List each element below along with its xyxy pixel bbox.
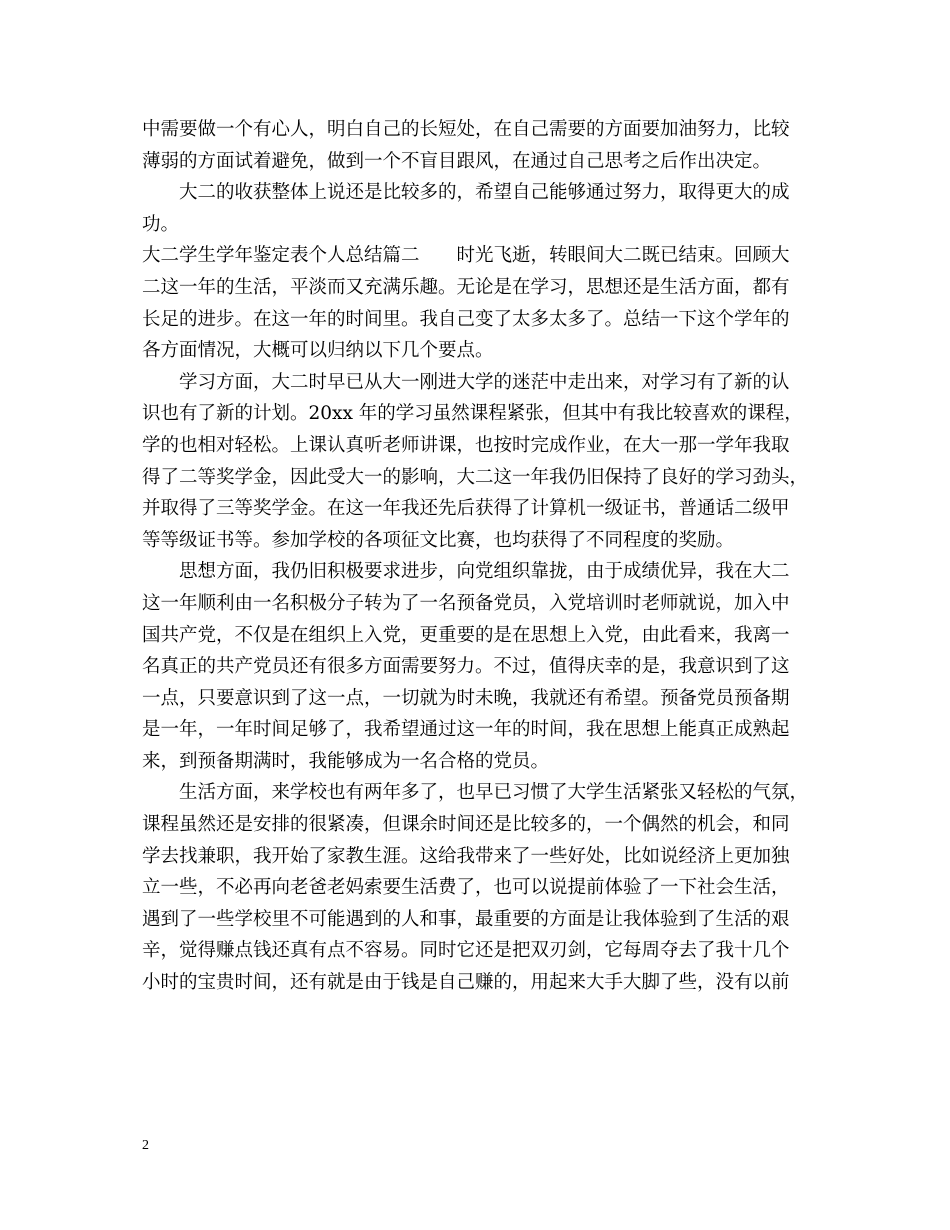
text-line: 名真正的共产党员还有很多方面需要努力。不过，值得庆幸的是，我意识到了这	[142, 656, 790, 678]
section-heading-line: 大二学生学年鉴定表个人总结篇二 时光飞逝，转眼间大二既已结束。回顾大	[142, 245, 790, 267]
text-line: 功。	[142, 213, 180, 235]
text-line: 等等级证书等。参加学校的各项征文比赛，也均获得了不同程度的奖励。	[142, 529, 735, 551]
text-line: 遇到了一些学校里不可能遇到的人和事，最重要的方面是让我体验到了生活的艰	[142, 908, 790, 930]
text-line: 一点，只要意识到了这一点，一切就为时未晚，我就还有希望。预备党员预备期	[142, 687, 790, 709]
text-line: 来，到预备期满时，我能够成为一名合格的党员。	[142, 750, 550, 772]
text-line: 并取得了三等奖学金。在这一年我还先后获得了计算机一级证书，普通话二级甲	[142, 498, 790, 520]
text-line: 是一年，一年时间足够了，我希望通过这一年的时间，我在思想上能真正成熟起	[142, 719, 790, 741]
text-line: 得了二等奖学金，因此受大一的影响，大二这一年我仍旧保持了良好的学习劲头，	[142, 466, 809, 488]
text-line: 大二的收获整体上说还是比较多的，希望自己能够通过努力，取得更大的成	[179, 182, 790, 204]
text-line: 小时的宝贵时间，还有就是由于钱是自己赚的，用起来大手大脚了些，没有以前	[142, 972, 790, 994]
text-line: 学的也相对轻松。上课认真听老师讲课，也按时完成作业，在大一那一学年我取	[142, 434, 790, 456]
text-line: 各方面情况，大概可以归纳以下几个要点。	[142, 340, 494, 362]
text-line: 学去找兼职，我开始了家教生涯。这给我带来了一些好处，比如说经济上更加独	[142, 845, 790, 867]
text-line: 国共产党，不仅是在组织上入党，更重要的是在思想上入党，由此看来，我离一	[142, 624, 790, 646]
text-line: 识也有了新的计划。20xx 年的学习虽然课程紧张，但其中有我比较喜欢的课程，	[142, 403, 803, 425]
text-line: 这一年顺利由一名积极分子转为了一名预备党员，入党培训时老师就说，加入中	[142, 592, 790, 614]
text-line: 薄弱的方面试着避免，做到一个不盲目跟风，在通过自己思考之后作出决定。	[142, 150, 772, 172]
page-number: 2	[142, 1138, 149, 1153]
body-text	[142, 114, 822, 999]
text-line: 思想方面，我仍旧积极要求进步，向党组织靠拢，由于成绩优异，我在大二	[179, 561, 790, 583]
text-line: 立一些，不必再向老爸老妈索要生活费了，也可以说提前体验了一下社会生活，	[142, 877, 790, 899]
text-line: 课程虽然还是安排的很紧凑，但课余时间还是比较多的，一个偶然的机会，和同	[142, 814, 790, 836]
text-line: 辛，觉得赚点钱还真有点不容易。同时它还是把双刃剑，它每周夺去了我十几个	[142, 940, 790, 962]
text-line: 中需要做一个有心人，明白自己的长短处，在自己需要的方面要加油努力，比较	[142, 119, 790, 140]
text-line: 二这一年的生活，平淡而又充满乐趣。无论是在学习，思想还是生活方面，都有	[142, 276, 790, 298]
text-line: 生活方面，来学校也有两年多了，也早已习惯了大学生活紧张又轻松的气氛，	[179, 782, 809, 804]
text-line: 长足的进步。在这一年的时间里。我自己变了太多太多了。总结一下这个学年的	[142, 308, 790, 330]
text-line: 学习方面，大二时早已从大一刚进大学的迷茫中走出来，对学习有了新的认	[179, 371, 790, 393]
